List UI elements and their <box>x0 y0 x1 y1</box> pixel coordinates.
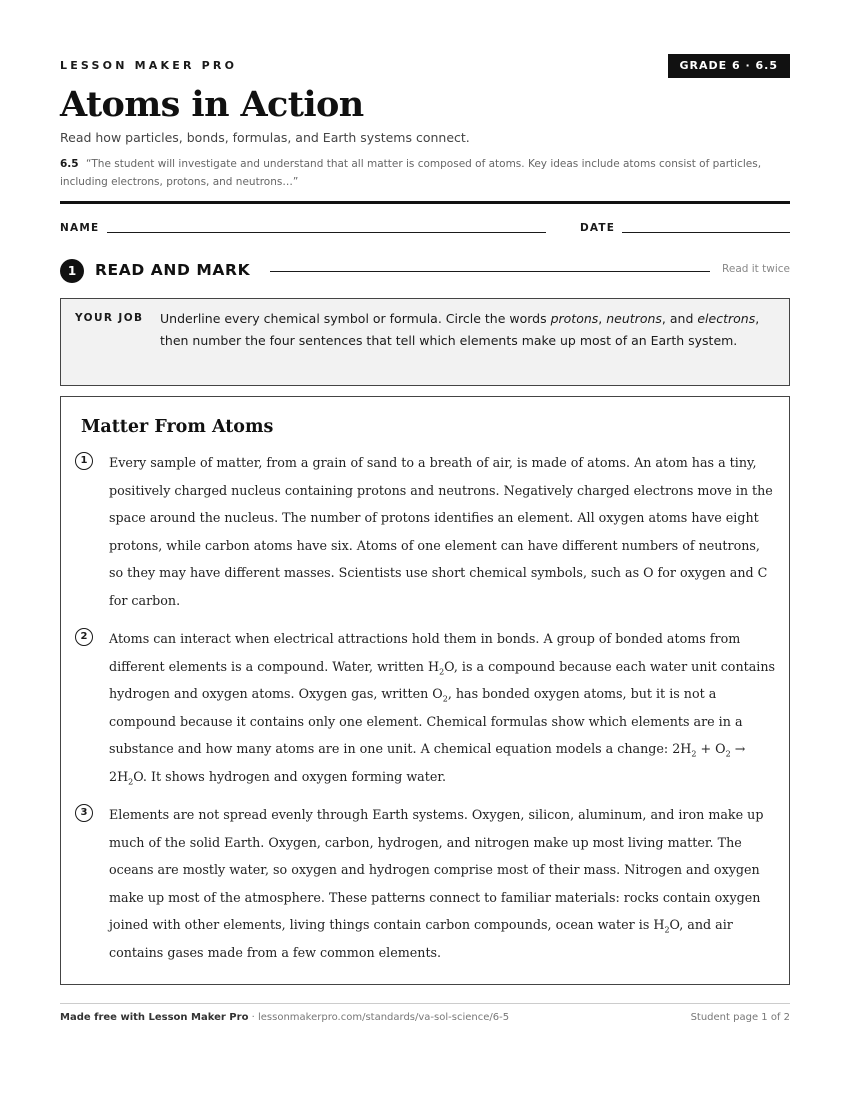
subscript: 2 <box>128 777 134 787</box>
page-title: Atoms in Action <box>60 84 364 125</box>
page-subtitle: Read how particles, bonds, formulas, and Earth systems connect. <box>60 130 470 145</box>
subscript: 2 <box>664 925 670 935</box>
footer-divider <box>60 1003 790 1004</box>
reading-passage <box>60 396 790 985</box>
paragraph-number: 2 <box>75 628 93 646</box>
footer-page-number: Student page 1 of 2 <box>690 1012 790 1023</box>
your-job-box <box>60 298 790 386</box>
text-run: O. It shows hydrogen and oxygen forming water. <box>133 768 447 784</box>
text-run: + O <box>696 741 726 757</box>
section-title: READ AND MARK <box>95 261 251 279</box>
date-label: DATE <box>580 222 616 234</box>
subscript: 2 <box>439 667 445 677</box>
section-divider <box>270 271 710 272</box>
paragraph-number: 3 <box>75 804 93 822</box>
job-word-electrons: electrons <box>697 311 756 326</box>
section-note: Read it twice <box>722 263 790 275</box>
job-instructions <box>160 308 778 351</box>
text-run: O, and air contains gases made from a few common elements. <box>109 917 733 960</box>
job-text-part: , and <box>661 311 698 326</box>
job-label: YOUR JOB <box>75 312 144 324</box>
footer-brand: Made free with Lesson Maker Pro <box>60 1012 249 1023</box>
footer-credit <box>60 1012 509 1023</box>
name-field[interactable] <box>107 232 546 233</box>
footer-url[interactable]: lessonmakerpro.com/standards/va-sol-science/6-5 <box>257 1012 510 1023</box>
paragraph-number: 1 <box>75 452 93 470</box>
job-word-neutrons: neutrons <box>606 311 662 326</box>
job-word-protons: protons <box>550 311 599 326</box>
subscript: 2 <box>442 694 448 704</box>
text-run: Atoms can interact when electrical attractions hold them in bonds. A group of bonded atoms from different elements is a compound. Water, written H <box>109 631 741 674</box>
text-run: O, is a compound because each water unit contains hydrogen and oxygen atoms. Oxygen gas, written O <box>109 658 776 702</box>
job-text-part: , <box>598 311 607 326</box>
date-field[interactable] <box>622 232 790 233</box>
text-run: , has bonded oxygen atoms, but it is not a compound because it contains only one element. Chemical formulas show which elements are in a substance and how many atoms are in one unit. A chemical equation models a change: 2H <box>109 686 743 757</box>
paragraph-text <box>109 625 775 791</box>
standard-statement <box>60 155 790 191</box>
job-text-part: Underline every chemical symbol or formula. Circle the words <box>160 311 551 326</box>
job-text-part: , then number the four sentences that tell which elements make up most of an Earth system. <box>160 311 760 348</box>
paragraph-text: Every sample of matter, from a grain of sand to a breath of air, is made of atoms. An atom has a tiny, positively charged nucleus containing protons and neutrons. Negatively charged electrons move in the space around the nucleus. The number of protons identifies an element. All oxygen atoms have eight protons, while carbon atoms have six. Atoms of one element can have different numbers of neutrons, so they may have different masses. Scientists use short chemical symbols, such as O for oxygen and C for carbon. <box>109 455 773 608</box>
section-header <box>60 259 790 283</box>
text-run: Elements are not spread evenly through Earth systems. Oxygen, silicon, aluminum, and iron make up much of the solid Earth. Oxygen, carbon, hydrogen, and nitrogen make up most living matter. The oceans are mostly water, so oxygen and hydrogen comprise most of their mass. Nitrogen and oxygen make up most of the atmosphere. These patterns connect to familiar materials: rocks contain oxygen joined with other elements, living things contain carbon compounds, ocean water is H <box>109 807 764 933</box>
subscript: 2 <box>725 749 731 759</box>
standard-code: 6.5 <box>60 158 79 170</box>
grade-badge: GRADE 6 · 6.5 <box>668 54 790 78</box>
name-date-row <box>60 222 790 238</box>
brand-name: LESSON MAKER PRO <box>60 59 238 72</box>
name-label: NAME <box>60 222 100 234</box>
footer-separator: · <box>248 1012 258 1023</box>
section-number-badge: 1 <box>60 259 84 283</box>
text-run: → 2H <box>109 741 746 784</box>
standard-text: “The student will investigate and understand that all matter is composed of atoms. Key ideas include atoms consist of particles, including electrons, protons, and neutrons…” <box>60 158 762 188</box>
header-bar <box>60 54 790 80</box>
paragraph-text <box>109 801 775 967</box>
reading-title: Matter From Atoms <box>81 417 274 437</box>
subscript: 2 <box>691 749 697 759</box>
header-divider <box>60 201 790 204</box>
